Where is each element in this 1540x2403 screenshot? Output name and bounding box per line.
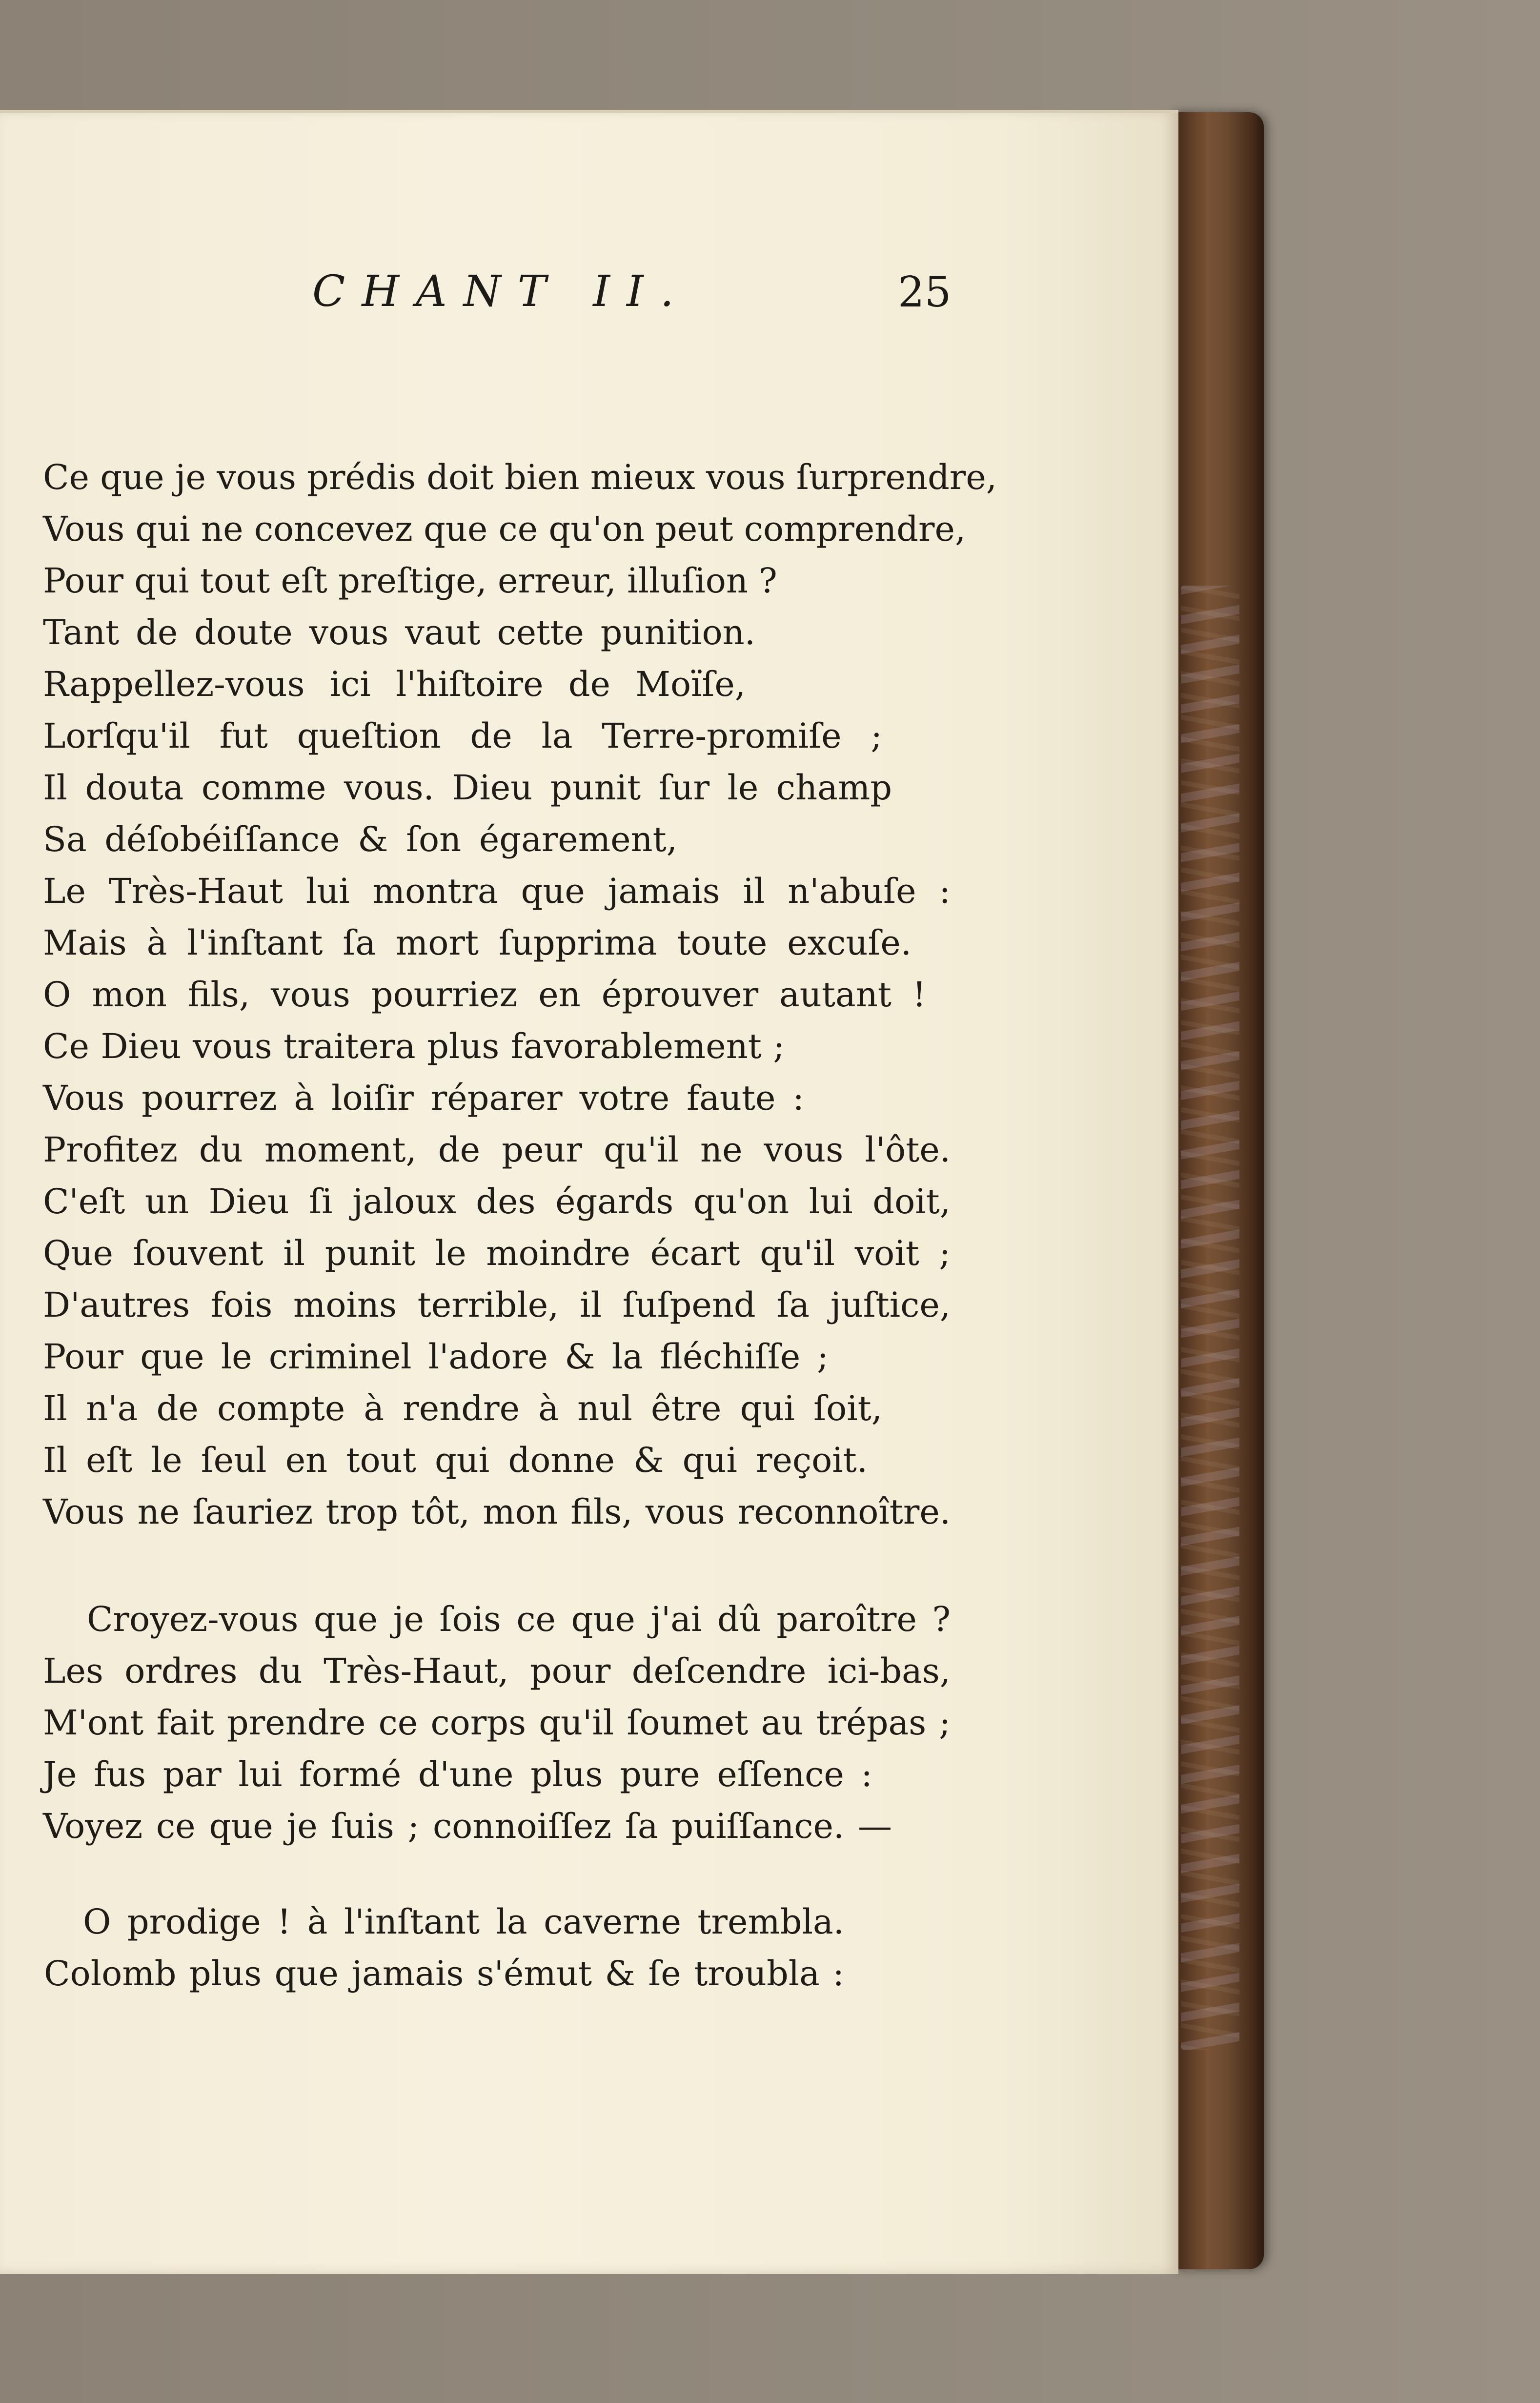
verse-line: Tant de doute vous vaut cette punition.: [43, 612, 755, 652]
verse-line: C'eſt un Dieu ſi jaloux des égards qu'on lui doit,: [43, 1181, 951, 1222]
verse-line: Que ſouvent il punit le moindre écart qu'il voit ;: [43, 1233, 951, 1273]
verse-line: Voyez ce que je ſuis ; connoiſſez ſa puiſſance. —: [43, 1806, 892, 1846]
verse-line: Il n'a de compte à rendre à nul être qui ſoit,: [43, 1388, 882, 1428]
verse-line: O prodige ! à l'inſtant la caverne trembla.: [83, 1902, 844, 1942]
page-edge: [0, 110, 1178, 113]
stanza-2: [43, 1593, 955, 1852]
verse-line: Ce Dieu vous traitera plus favorablement ;: [43, 1026, 785, 1066]
verse-line: Pour que le criminel l'adore & la fléchiſſe ;: [43, 1337, 829, 1377]
verse-line: Mais à l'inſtant ſa mort ſupprima toute excuſe.: [43, 923, 912, 963]
verse-line: Je fus par lui formé d'une plus pure eſſence :: [43, 1754, 872, 1794]
verse-line: Vous qui ne concevez que ce qu'on peut comprendre,: [43, 509, 966, 549]
stanza-3: [44, 1896, 912, 1999]
verse-line: Il eſt le ſeul en tout qui donne & qui reçoit.: [43, 1440, 868, 1480]
verse-line: Profitez du moment, de peur qu'il ne vous l'ôte.: [43, 1130, 951, 1170]
verse-line: Sa déſobéiſſance & ſon égarement,: [43, 819, 677, 859]
page-header: [0, 266, 1178, 325]
verse-line: Lorſqu'il fut queſtion de la Terre-promiſe ;: [43, 716, 882, 756]
marbled-edge: [1181, 586, 1239, 2050]
verse-line: Le Très-Haut lui montra que jamais il n'abuſe :: [43, 871, 951, 911]
verse-line: M'ont fait prendre ce corps qu'il ſoumet au trépas ;: [43, 1703, 951, 1743]
verse-line: Rappellez-vous ici l'hiſtoire de Moïſe,: [43, 664, 746, 704]
verse-line: O mon fils, vous pourriez en éprouver autant !: [43, 975, 926, 1015]
verse-line: Colomb plus que jamais s'émut & ſe troubla :: [44, 1954, 844, 1994]
verse-line: Pour qui tout eſt preſtige, erreur, illuſion ?: [43, 561, 777, 601]
stanza-1: [43, 451, 997, 1538]
verse-line: Croyez-vous que je ſois ce que j'ai dû paroître ?: [87, 1599, 951, 1639]
verse-line: Les ordres du Très-Haut, pour deſcendre ici-bas,: [43, 1651, 951, 1691]
verse-line: Vous pourrez à loiſir réparer votre faute :: [43, 1078, 804, 1118]
verse-line: Vous ne ſauriez trop tôt, mon fils, vous reconnoître.: [43, 1492, 951, 1532]
verse-line: D'autres fois moins terrible, il ſuſpend ſa juſtice,: [43, 1285, 951, 1325]
verse-line: Il douta comme vous. Dieu punit ſur le champ: [43, 768, 892, 808]
book-page: [0, 110, 1178, 2274]
page-number: 25: [898, 268, 952, 317]
verse-line: Ce que je vous prédis doit bien mieux vous ſurprendre,: [43, 457, 997, 497]
running-title: CHANT II.: [312, 266, 690, 316]
